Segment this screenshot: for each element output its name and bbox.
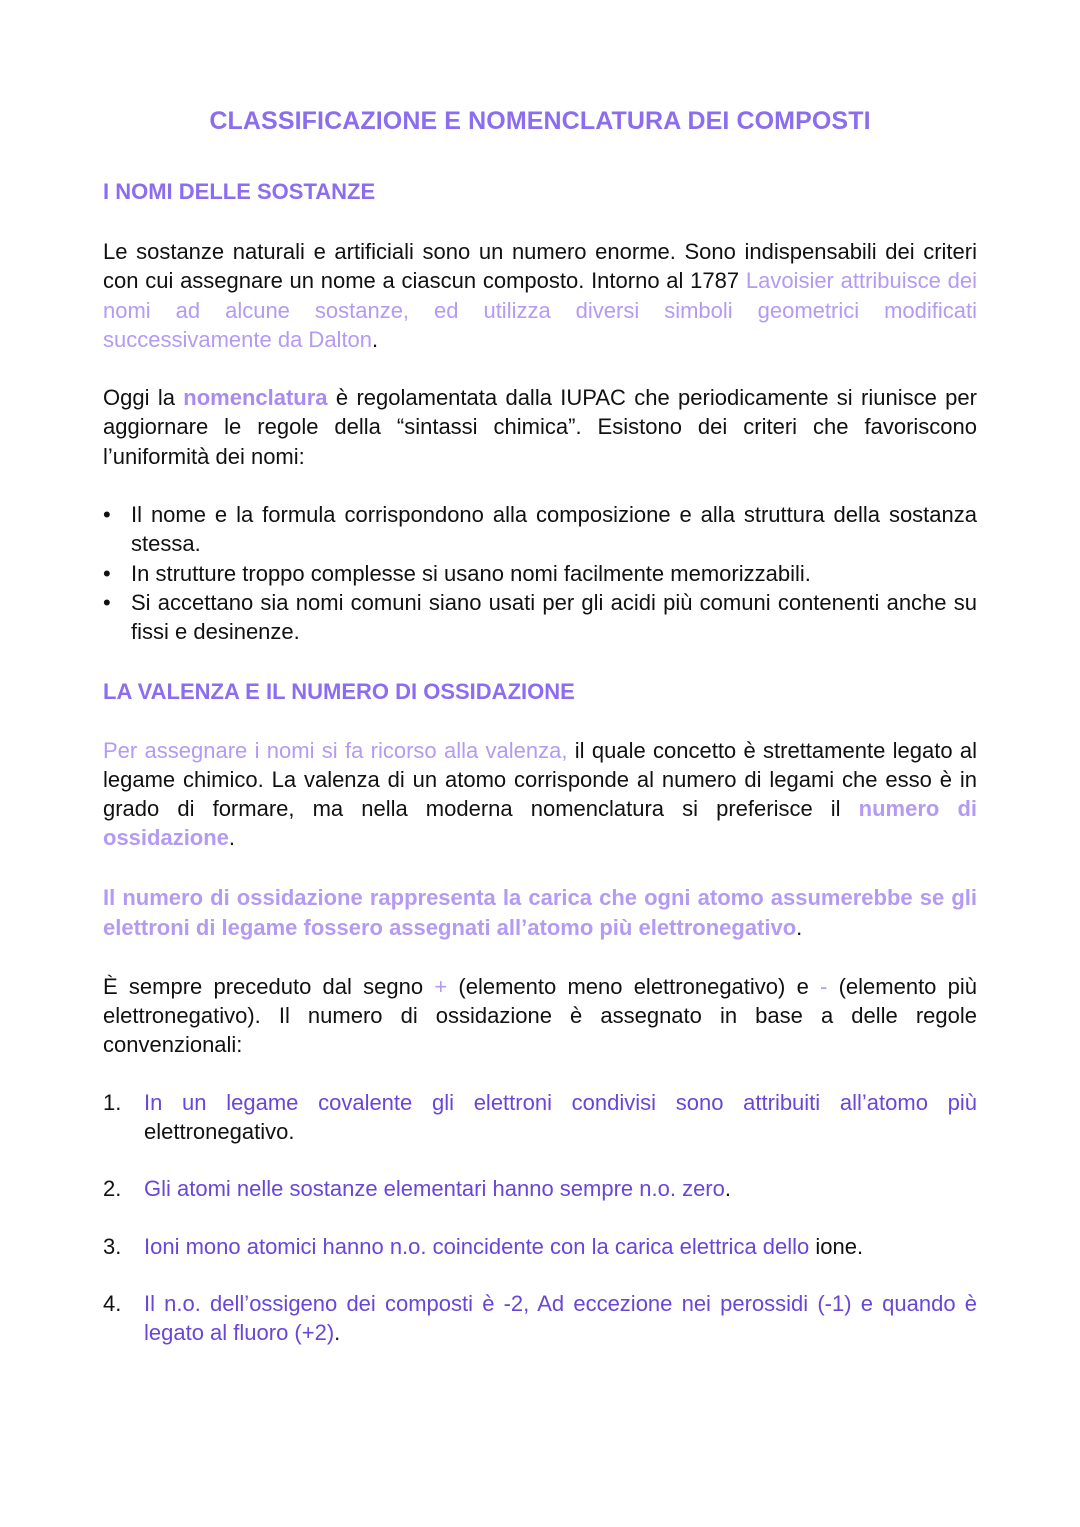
rule-number: 2. [103, 1176, 122, 1202]
paragraph-definition [103, 883, 977, 944]
rule-text: Ioni mono atomici hanno n.o. coincidente con la carica elettrica dello [144, 1233, 816, 1259]
paragraph-text: (elemento più elettronegativo). Il numero di ossidazione è assegnato in base a delle regole convenzionali: [103, 973, 977, 1058]
rule-number: 1. [103, 1089, 122, 1115]
paragraph-text: è regolamentata dalla IUPAC che periodicamente si riunisce per aggiornare le regole della “sintassi chimica”. Esistono dei criteri che favoriscono l’uniformità dei nomi: [103, 385, 977, 469]
page-title: CLASSIFICAZIONE E NOMENCLATURA DEI COMPOSTI [209, 107, 871, 135]
list-item-text: Il nome e la formula corrispondono alla composizione e alla struttura della sostanza stessa. [131, 502, 977, 557]
rule-text: Gli atomi nelle sostanze elementari hanno sempre n.o. zero [144, 1176, 725, 1202]
rule-item [103, 1088, 977, 1147]
valence-highlight: Per assegnare i nomi si fa ricorso alla valenza, [103, 737, 568, 763]
oxidation-number-highlight: numero di ossidazione [103, 796, 977, 851]
rule-text-end: . [334, 1320, 341, 1346]
paragraph-sign [103, 972, 977, 1060]
paragraph-nomenclature [103, 383, 977, 471]
list-item [103, 588, 977, 647]
rules-list [103, 1088, 977, 1348]
rule-text-end: elettronegativo. [144, 1118, 295, 1144]
paragraph-text: Le sostanze naturali e artificiali sono un numero enorme. Sono indispensabili dei criteri con cui assegnare un nome a ciascun composto. Intorno al 1787 [103, 239, 977, 294]
nomenclature-highlight: nomenclatura [183, 385, 328, 411]
rule-item [103, 1289, 977, 1348]
rule-number: 4. [103, 1290, 122, 1316]
paragraph-text: È sempre preceduto dal segno [103, 973, 435, 999]
bullet-icon: • [103, 560, 111, 586]
paragraph-text: . [228, 825, 236, 851]
rule-text: Il n.o. dell’ossigeno dei composti è -2, Ad eccezione nei perossidi (-1) e quando è legato al fluoro (+2) [144, 1290, 977, 1346]
paragraph-text: . [796, 915, 803, 941]
rule-text-end: . [724, 1176, 731, 1202]
paragraph-substances [103, 237, 977, 354]
rule-text: In un legame covalente gli elettroni condivisi sono attribuiti all’atomo più [144, 1089, 977, 1115]
list-item-text: Si accettano sia nomi comuni siano usati per gli acidi più comuni contenenti anche su fissi e desinenze. [131, 589, 977, 645]
definition-highlight: Il numero di ossidazione rappresenta la carica che ogni atomo assumerebbe se gli elettroni di legame fossero assegnati all’atomo più elettronegativo [103, 884, 977, 941]
section-heading-names: I NOMI DELLE SOSTANZE [103, 179, 376, 204]
section-heading-valence: LA VALENZA E IL NUMERO DI OSSIDAZIONE [103, 678, 575, 704]
list-item [103, 500, 977, 559]
rule-item [103, 1232, 977, 1261]
rule-item [103, 1174, 977, 1203]
list-item [103, 559, 977, 588]
lavoisier-highlight: Lavoisier attribuisce dei nomi ad alcune sostanze, ed utilizza diversi simboli geometrici modificati successivamente da Dalton [103, 268, 977, 352]
paragraph-text: Oggi la [103, 385, 184, 411]
criteria-list [103, 500, 977, 646]
paragraph-text: il quale concetto è strettamente legato al legame chimico. La valenza di un atomo corrisponde al numero di legami che esso è in grado di formare, ma nella moderna nomenclatura si preferisce il [103, 737, 977, 822]
paragraph-text: . [372, 326, 379, 352]
rule-number: 3. [103, 1233, 122, 1259]
bullet-icon: • [103, 589, 111, 615]
paragraph-valence [103, 736, 977, 853]
list-item-text: In strutture troppo complesse si usano nomi facilmente memorizzabili. [131, 560, 811, 586]
minus-sign: - [820, 973, 828, 999]
plus-sign: + [434, 973, 448, 999]
document-page [103, 104, 977, 1347]
rule-text-end: ione. [815, 1233, 864, 1259]
paragraph-text: (elemento meno elettronegativo) e [447, 973, 821, 999]
bullet-icon: • [103, 502, 111, 528]
